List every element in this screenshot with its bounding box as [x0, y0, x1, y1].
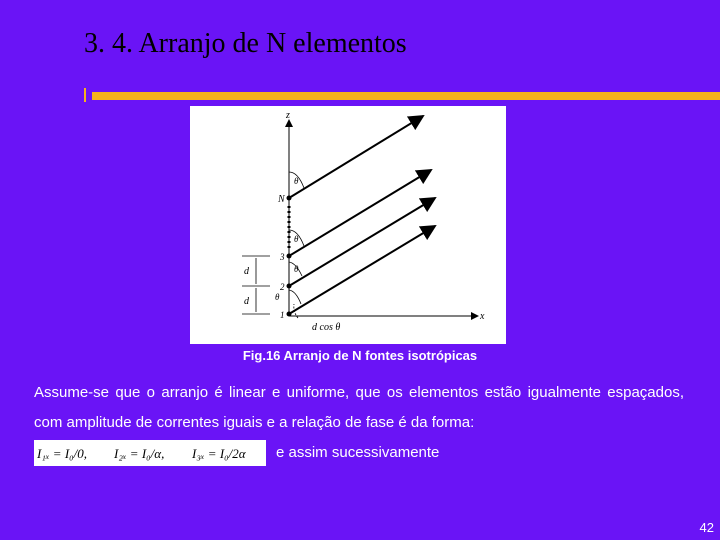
formula-image [34, 440, 266, 466]
title-rule-tick [84, 88, 86, 102]
theta-label-2: θ [294, 264, 299, 274]
element-1 [287, 312, 292, 317]
array-figure [190, 106, 506, 344]
formula-suffix: e assim sucessivamente [276, 444, 440, 461]
d-label-lower: d [244, 296, 249, 307]
ray-N [289, 116, 423, 198]
ray-1 [289, 226, 435, 314]
slide-title: 3. 4. Arranjo de N elementos [84, 28, 407, 59]
dcos-label: d cos θ [312, 322, 341, 333]
title-rule [92, 92, 720, 100]
formula-term-1: I₁ₓ = I₀/0, [37, 446, 88, 461]
label-N: N [278, 194, 285, 205]
label-3: 3 [280, 252, 285, 262]
element-N [287, 196, 292, 201]
z-axis-label: z [286, 110, 290, 121]
element-3 [287, 254, 292, 259]
label-1: 1 [280, 310, 285, 320]
formula-term-3: I₃ₓ = I₀/2α [192, 446, 246, 461]
x-axis-label: x [480, 311, 485, 322]
page-number: 42 [699, 520, 714, 535]
formula-term-2: I₂ₓ = I₀/α, [114, 446, 165, 461]
theta-label-1: θ [275, 292, 280, 302]
figure-caption: Fig.16 Arranjo de N fontes isotrópicas [242, 348, 478, 363]
d-label-upper: d [244, 266, 249, 277]
theta-label-3: θ [294, 234, 299, 244]
theta-label-N: θ [294, 176, 299, 186]
label-2: 2 [280, 282, 285, 292]
body-paragraph: Assume-se que o arranjo é linear e uniforme, que os elementos estão igualmente espaçados, com amplitude de correntes iguais e a relação de fase é da forma: [34, 384, 684, 431]
element-2 [287, 284, 292, 289]
theta-arc-1 [289, 290, 301, 304]
